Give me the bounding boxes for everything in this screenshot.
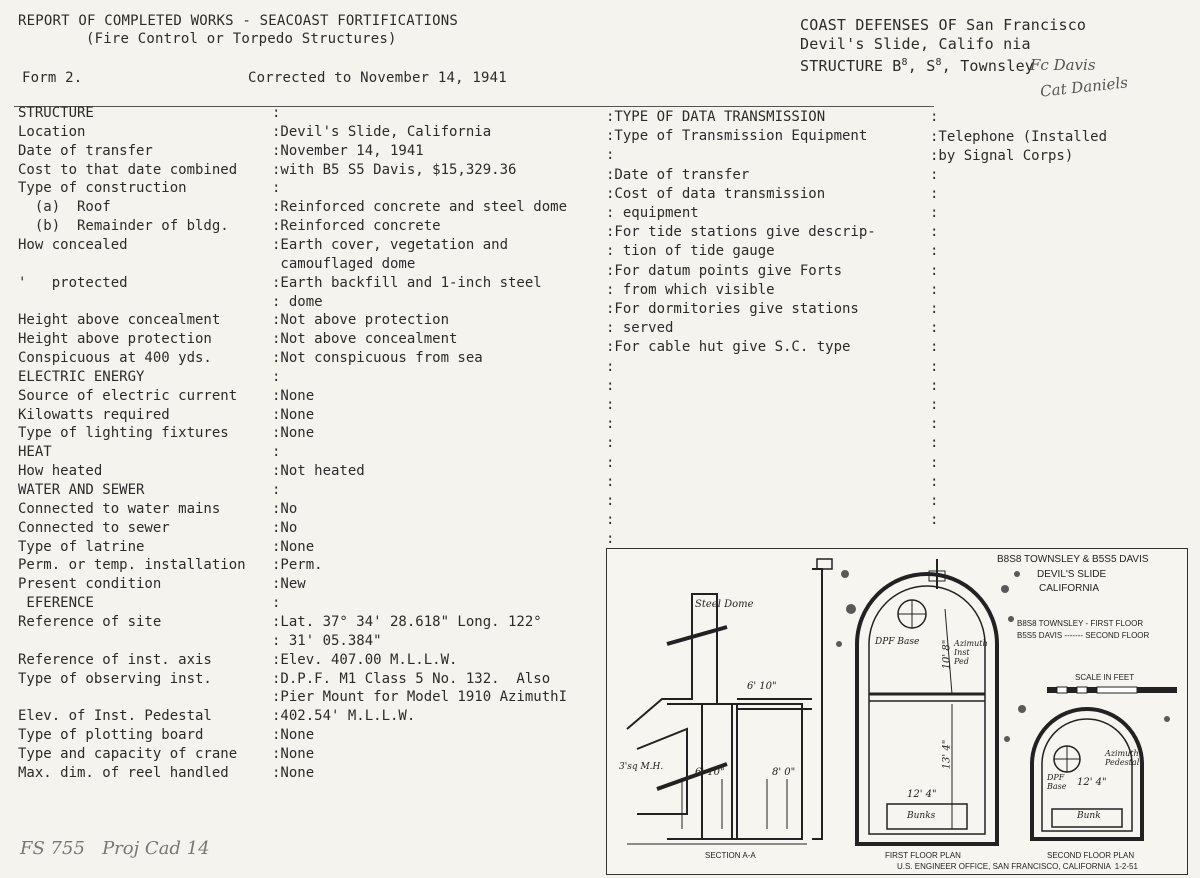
floor-plan-svg [607,549,1187,874]
right-row-colon: : [606,454,615,471]
row-value: :New [272,576,306,593]
report-subtitle: (Fire Control or Torpedo Structures) [86,31,397,47]
right-row-colon: : [606,377,615,394]
row-label: Type of construction [18,180,187,197]
dim-12-4-second: 12' 4" [1077,777,1107,788]
row-label: Perm. or temp. installation [18,557,246,574]
row-value: : [272,482,281,498]
row-label: How heated [18,463,103,480]
row-value: : [272,105,281,121]
colon-mark: : [930,281,939,298]
row-label: Type of latrine [18,538,145,555]
dim-10-8: 10' 8" [941,639,953,670]
row-value: :None [272,538,315,555]
colon-mark: : [930,397,939,413]
row-label: Max. dim. of reel handled [18,764,229,781]
row-value: :None [272,764,315,781]
right-row-colon: : [606,512,615,529]
row-value: :Devil's Slide, California [272,123,492,140]
drawing-title-2: DEVIL'S SLIDE [1037,569,1107,580]
right-row: : tion of tide gauge [606,243,775,260]
colon-mark: : [930,185,939,202]
colon-mark: : [930,320,939,337]
row-label: How concealed [18,236,128,253]
row-value: :Not above concealment [272,331,458,348]
structure-id: STRUCTURE $B^8$, $S^8$, Townsley [800,57,1035,75]
transmission-value: :Telephone (Installed [930,129,1108,145]
row-value: :Earth cover, vegetation and [272,236,509,253]
row-label: Reference of inst. axis [18,651,212,668]
colon-mark: : [930,339,939,356]
manhole-label: 3'sq M.H. [619,762,664,772]
right-row: :TYPE OF DATA TRANSMISSION [606,109,826,125]
corrected-date: Corrected to November 14, 1941 [248,70,507,86]
bunks-label: Bunks [907,811,936,821]
colon-mark: : [930,358,939,375]
drawing-title-3: CALIFORNIA [1039,583,1100,594]
right-row: :Cost of data transmission [606,185,826,202]
row-label: Conspicuous at 400 yds. [18,350,212,367]
site-name: Devil's Slide, Califo nia [800,35,1031,53]
second-floor-label: SECOND FLOOR PLAN [1047,851,1135,860]
row-value: :None [272,727,315,744]
row-label: Kilowatts required [18,406,170,423]
dpf-base-label-2: DPF Base [1047,773,1067,791]
row-value: :Perm. [272,557,323,574]
handwritten-note-2: Cat Daniels [1039,73,1129,101]
row-label: HEAT [18,444,52,461]
row-value: : [272,180,281,197]
colon-mark: : [930,166,939,183]
first-floor-label: FIRST FLOOR PLAN [885,851,961,860]
right-row: :Type of Transmission Equipment [606,128,868,145]
row-label: Height above concealment [18,312,221,329]
row-value: :Lat. 37° 34' 28.618" Long. 122° [272,613,542,630]
colon-mark: : [930,435,939,452]
right-row-colon: : [606,416,615,433]
row-value: : [272,444,281,461]
colon-mark: : [930,473,939,490]
row-value: :Not heated [272,463,365,480]
row-label: Connected to water mains [18,500,221,517]
report-title: REPORT OF COMPLETED WORKS - SEACOAST FORTIFICATIONS [18,13,459,29]
row-label: (b) Remainder of bldg. [18,218,229,235]
right-row: :For tide stations give descrip- [606,224,876,241]
right-row: : equipment [606,205,699,221]
section-label: SECTION A-A [705,851,756,860]
row-value: :402.54' M.L.L.W. [272,708,416,725]
right-row: :For cable hut give S.C. type [606,339,851,356]
right-row-colon: : [606,473,615,490]
row-value: :Not above protection [272,312,450,329]
right-row: :For datum points give Forts [606,262,843,279]
row-value: : 31' 05.384" [272,632,382,649]
row-label: STRUCTURE [18,105,94,121]
right-row: : served [606,320,674,337]
row-value: :None [272,406,315,423]
row-label: Elev. of Inst. Pedestal [18,708,212,725]
dpf-base-label: DPF Base [875,637,920,647]
legend-townsley: B8S8 TOWNSLEY - FIRST FLOOR [1017,619,1144,628]
colon-mark: : [930,377,939,394]
bunk-label: Bunk [1077,811,1101,821]
row-label: WATER AND SEWER [18,482,145,498]
row-value: :No [272,500,298,517]
row-value: :November 14, 1941 [272,142,424,159]
colon-mark: : [930,109,939,125]
row-value: : dome [272,293,323,310]
dim-6-10-top: 6' 10" [747,681,777,692]
right-row: :For dormitories give stations [606,301,859,317]
row-label: ELECTRIC ENERGY [18,368,145,385]
right-row: : from which visible [606,281,775,298]
ink-spots [836,570,1170,742]
azimuth-pedestal-label: Azimuth Pedestal [1105,749,1140,767]
right-row-colon: : [606,531,615,548]
dim-13-4: 13' 4" [941,739,953,770]
row-label: Type of lighting fixtures [18,425,229,442]
legend-davis: B5S5 DAVIS ------- SECOND FLOOR [1017,631,1150,640]
steel-dome-label: Steel Dome [695,599,754,610]
row-label: Cost to that date combined [18,161,238,178]
row-value: :Not conspicuous from sea [272,350,483,367]
row-value: :Pier Mount for Model 1910 AzimuthI [272,689,568,706]
dim-6-10-bottom: 6' 10" [695,767,725,778]
row-label: Connected to sewer [18,519,170,536]
bottom-handwritten-note: FS 755 Proj Cad 14 [20,838,210,859]
row-value: :Reinforced concrete [272,218,441,235]
transmission-value: :by Signal Corps) [930,148,1074,165]
row-value: :D.P.F. M1 Class 5 No. 132. Also [272,670,551,687]
row-label: (a) Roof [18,199,111,216]
row-label: Reference of site [18,613,162,630]
scale-bar [1047,687,1177,693]
floor-plan-drawing [606,548,1188,875]
form-number: Form 2. [22,70,83,86]
colon-mark: : [930,301,939,317]
colon-mark: : [930,243,939,260]
row-value: camouflaged dome [272,255,416,272]
row-label: Height above protection [18,331,212,348]
colon-mark: : [930,224,939,241]
colon-mark: : [930,416,939,433]
colon-mark: : [930,205,939,221]
coast-defenses: COAST DEFENSES OF San Francisco [800,16,1087,34]
drawing-footer: U.S. ENGINEER OFFICE, SAN FRANCISCO, CALIFORNIA 1-2-51 [897,862,1138,871]
handwritten-note: Fc Davis [1030,56,1096,74]
right-row-colon: : [606,358,615,375]
row-value: :Earth backfill and 1-inch steel [272,274,542,291]
dim-12-4-first: 12' 4" [907,789,937,800]
row-value: :None [272,745,315,762]
row-value: :Reinforced concrete and steel dome [272,199,568,216]
colon-mark: : [930,493,939,509]
row-label: Type of observing inst. [18,670,212,687]
row-label: Date of transfer [18,142,153,159]
azimuth-label: Azimuth Inst Ped [954,639,988,666]
row-value: :with B5 S5 Davis, $15,329.36 [272,161,517,178]
right-row: :Date of transfer [606,166,750,183]
drawing-title-1: B8S8 TOWNSLEY & B5S5 DAVIS [997,554,1149,565]
row-value: :Elev. 407.00 M.L.L.W. [272,651,458,668]
header-rule [14,106,934,107]
colon-mark: : [930,512,939,529]
row-value: :No [272,519,298,536]
right-row-colon: : [606,493,615,509]
scale-label: SCALE IN FEET [1075,673,1135,682]
row-label: Location [18,123,86,140]
row-value: :None [272,387,315,404]
row-value: : [272,368,281,385]
colon-mark: : [930,262,939,279]
row-value: : [272,595,281,612]
row-label: Source of electric current [18,387,238,404]
first-floor-plan [857,559,997,844]
right-row-colon: : [606,435,615,452]
row-value: :None [272,425,315,442]
row-label: Present condition [18,576,162,593]
dim-8-0: 8' 0" [772,767,796,778]
right-row-colon: : [606,397,615,413]
colon-mark: : [930,454,939,471]
right-row: : [606,147,615,164]
row-label: Type of plotting board [18,727,204,744]
row-label: Type and capacity of crane [18,745,238,762]
row-label: ' protected [18,274,128,291]
row-label: EFERENCE [18,595,94,612]
